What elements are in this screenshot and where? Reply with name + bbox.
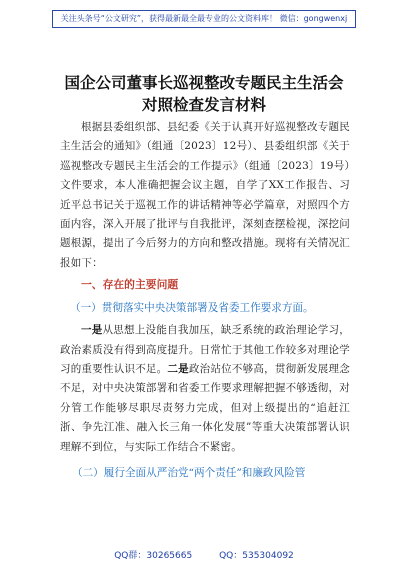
point-marker-2: 二是 <box>167 363 189 376</box>
section-heading-1: 一、存在的主要问题 <box>81 278 179 292</box>
subsection-heading-1: （一）贯彻落实中央决策部署及省委工作要求方面。 <box>70 302 314 315</box>
document-body <box>60 118 350 483</box>
document-title-line1: 国企公司董事长巡视整改专题民主生活会 <box>64 74 344 92</box>
footer-qq: QQ：535304092 <box>219 551 294 561</box>
point-text-2: 政治站位不够高，贯彻新发展理念不足，对中央决策部署和省委工作要求理解把握不够透彻，对分管工作能够尽职尽责努力完成，但对上级提出的“追赶江浙、争先江准、融入长三角一体化发展”等重大决策部署认识理解不到位，与实际工作结合不紧密。 <box>60 363 350 453</box>
point-marker-1: 一是 <box>81 324 103 337</box>
point-text-1: 从思想上没能自我加压，缺乏系统的政治理论学习，政治素质没有得到高度提升。日常忙于其他工作较多对理论学习的重要性认识不足。 <box>60 324 350 376</box>
footer-contact <box>0 548 408 561</box>
paragraph-1 <box>60 321 350 457</box>
top-banner: 关注头条号“公文研究”，获得最新最全最专业的公文资料库！ 微信：gongwenxj <box>52 10 356 28</box>
footer-qq-group: QQ群：30265665 <box>114 551 193 561</box>
intro-paragraph: 根据县委组织部、县纪委《关于认真开好巡视整改专题民主生活会的通知》（组通〔2023〕12号）、县委组织部《关于巡视整改专题民主生活会的工作提示》（组通〔2023〕19号）文件要求，本人准确把握会议主题，自学了XX工作报告、习近平总书记关于巡视工作的讲话精神等必学篇章，对照四个方面内容，深入开展了批评与自我批评，深刻查摆检视，深挖问题根源，提出了今后努力的方向和整改措施。现将有关情况汇报如下： <box>60 121 350 269</box>
subsection-heading-2: （二）履行全面从严治党“两个责任”和廉政风险管 <box>72 467 306 480</box>
document-title-line2: 对照检查发言材料 <box>141 96 266 114</box>
